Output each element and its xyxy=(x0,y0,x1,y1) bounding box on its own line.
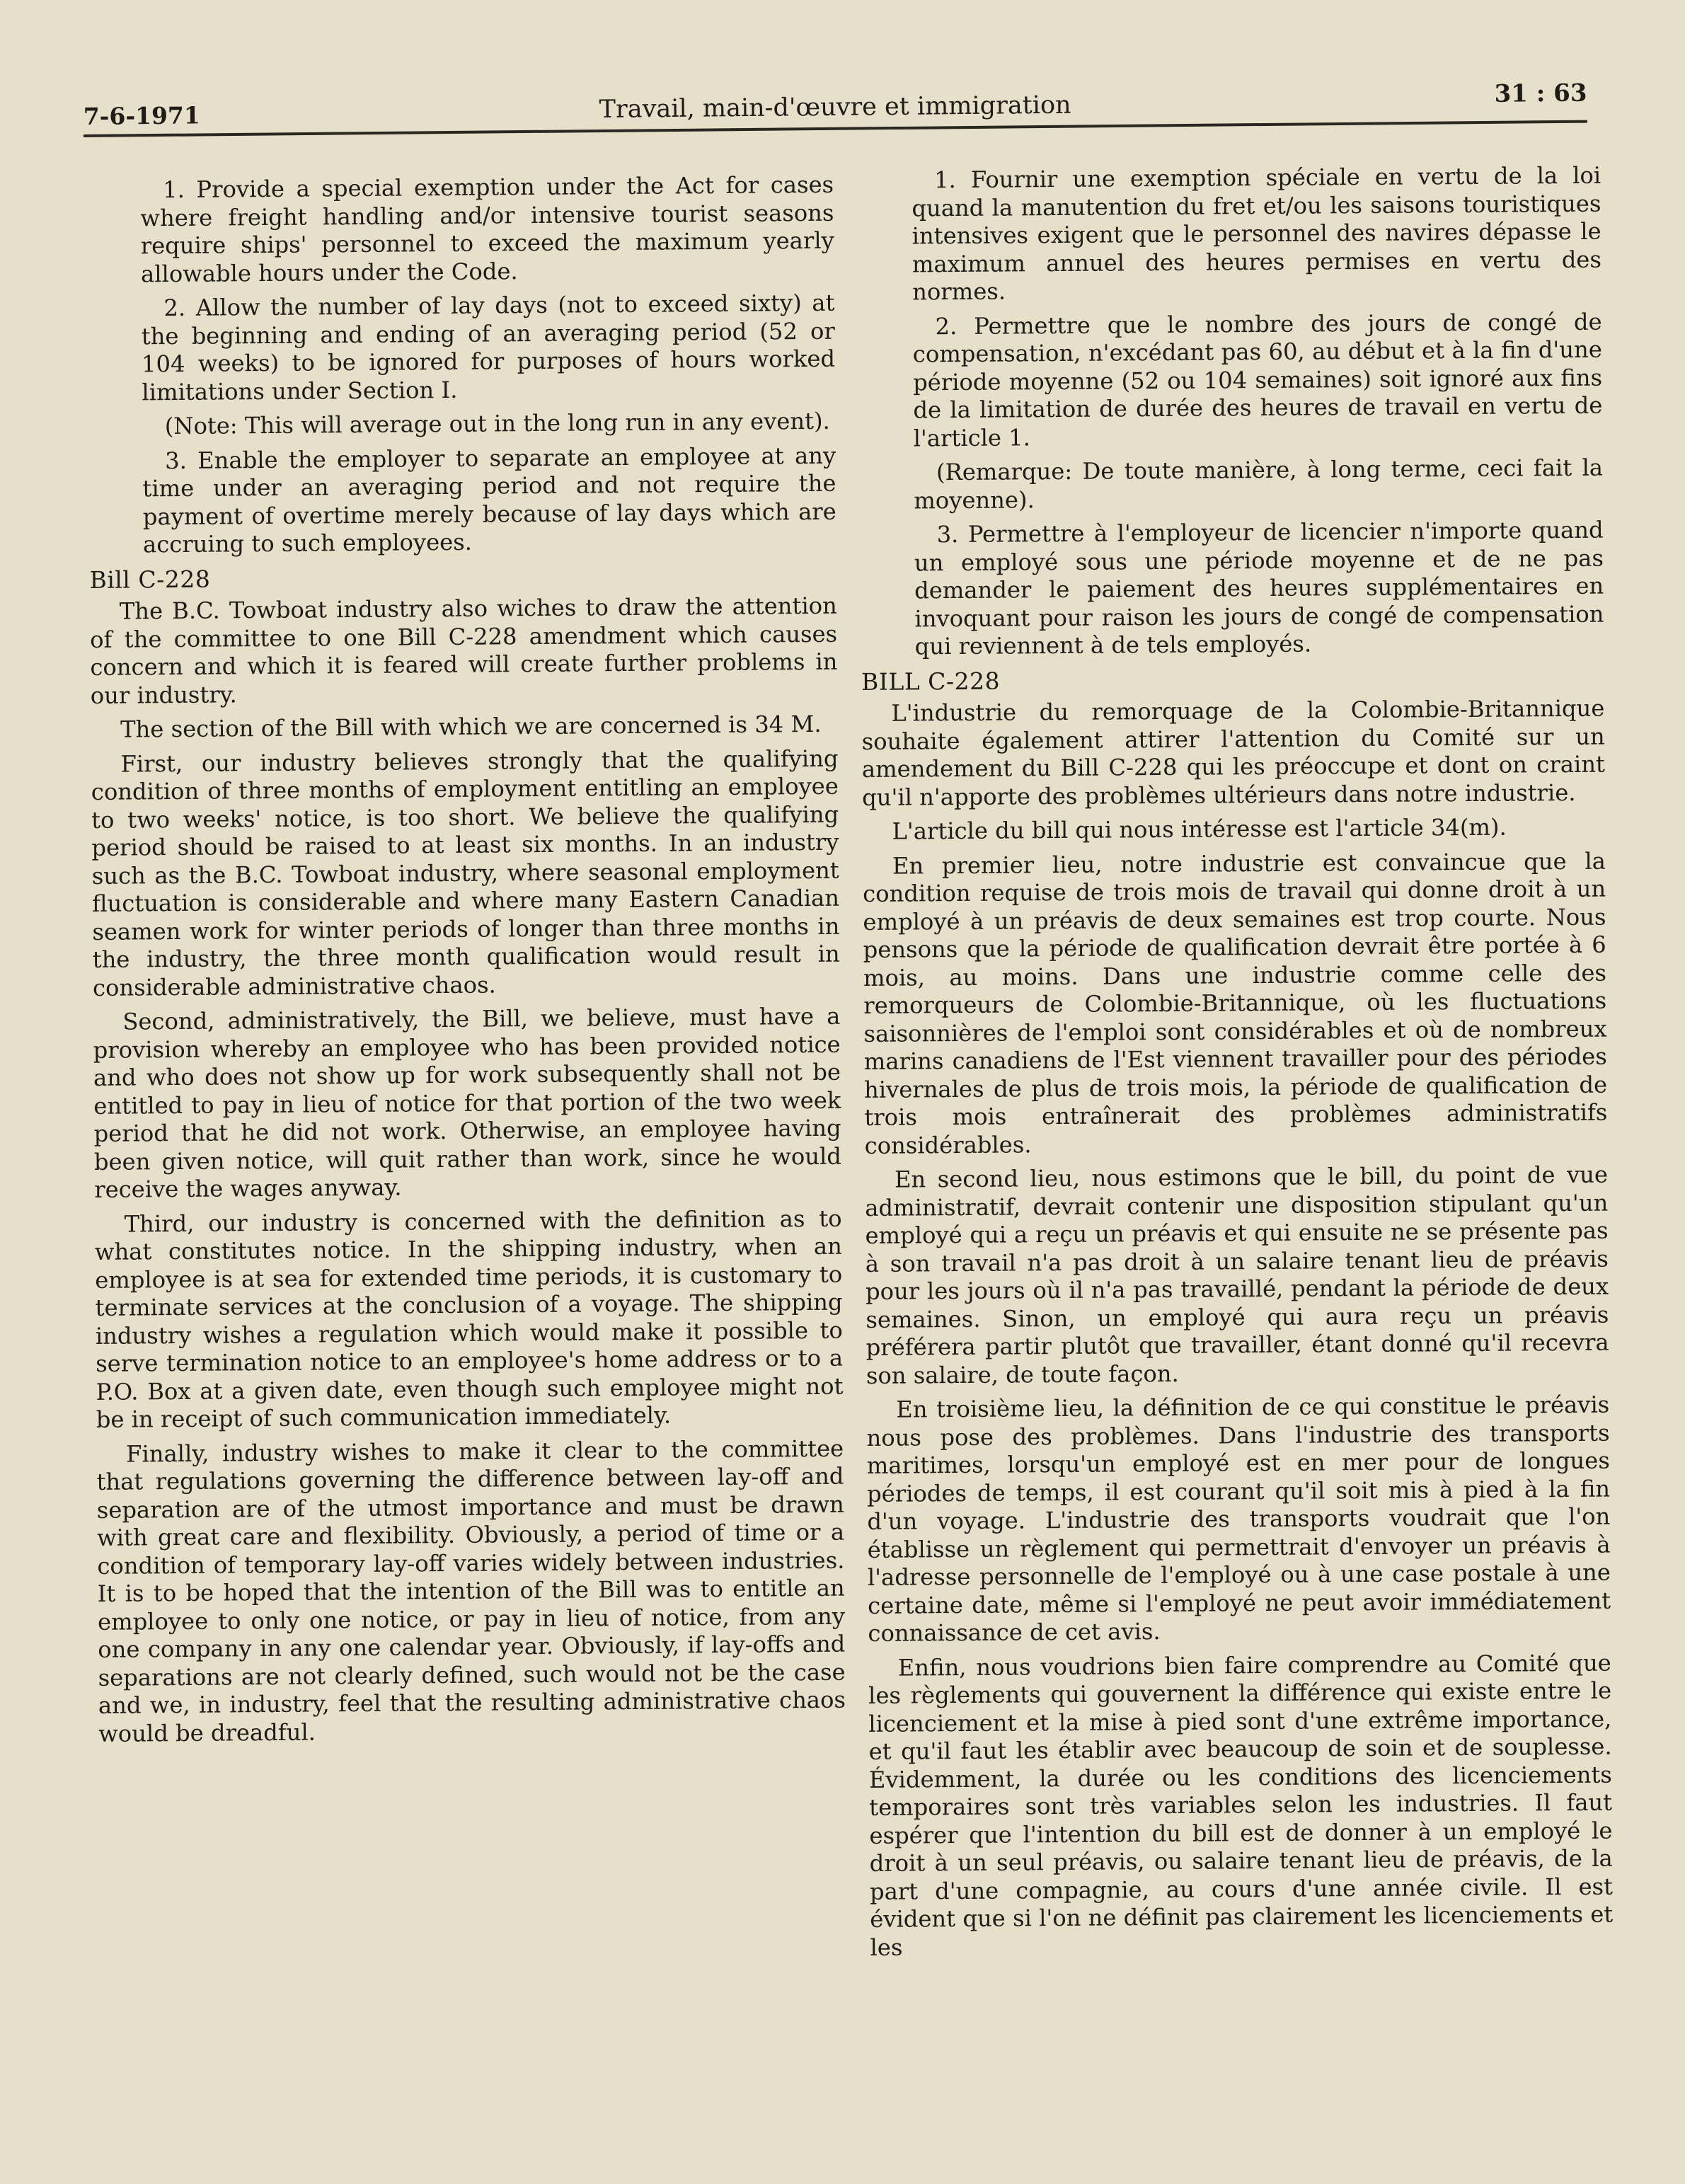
paragraph: En premier lieu, notre industrie est convaincue que la condition requise de trois mois de travail qui donne droit à un employé à un préavis de deux semaines est trop courte. Nous pensons que la période de qualification devrait être portée à 6 mois, au moins. Dans une industrie comme celle des remorqueurs de Colombie-Britannique, où les fluctuations saisonnières de l'emploi sont considérables et où de nombreux marins canadiens de l'Est viennent travailler pour des périodes hivernales de plus de trois mois, la période de qualification de trois mois entraînerait des problèmes administratifs considérables. xyxy=(863,847,1608,1159)
paragraph: L'industrie du remorquage de la Colombie-Britannique souhaite également attirer l'attention du Comité sur un amendement du Bill C-228 qui les préoccupe et dont on craint qu'il n'apporte des problèmes ultérieurs dans notre industrie. xyxy=(861,694,1606,811)
paragraph: Enfin, nous voudrions bien faire comprendre au Comité que les règlements qui gouvernent la différence qui existe entre le licenciement et la mise à pied sont d'une extrême importance, et qu'il faut les établir avec beaucoup de soin et de souplesse. Évidemment, la durée ou les conditions des licenciements temporaires sont très variables selon les industries. Il faut espérer que l'intention du bill est de donner à un employé le droit à un seul préavis, ou salaire tenant lieu de préavis, de la part d'une compagnie, au cours d'une année civile. Il est évident que si l'on ne définit pas clairement les licenciements et les xyxy=(868,1649,1614,1961)
french-column xyxy=(858,162,1614,1962)
paragraph: First, our industry believes strongly that the qualifying condition of three months of employment entitling an employee to two weeks' notice, is too short. We believe the qualifying period should be raised to at least six months. In an industry such as the B.C. Towboat industry, where seasonal employment fluctuation is considerable and where many Eastern Canadian seamen work for winter periods of longer than three months in the industry, the three month qualification would result in considerable administrative chaos. xyxy=(91,745,840,1001)
numbered-item: 3. Permettre à l'employeur de licencier n'importe quand un employé sous une période moyenne et de ne pas demander le paiement des heures supplémentaires en invoquant pour raison les jours de congé de compensation qui reviennent à de tels employés. xyxy=(914,516,1604,660)
header-title: Travail, main-d'œuvre et immigration xyxy=(599,91,1071,125)
paragraph: Finally, industry wishes to make it clear to the committee that regulations governing the difference between lay-off and separation are of the utmost importance and must be drawn with great care and flexibility. Obviously, a period of time or a condition of temporary lay-off varies widely between industries. It is to be hoped that the intention of the Bill was to entitle an employee to only one notice, or pay in lieu of notice, from any one company in any one calendar year. Obviously, if lay-offs and separations are not clearly defined, such would not be the case and we, in industry, feel that the resulting administrative chaos would be dreadful. xyxy=(96,1435,846,1747)
note-item: (Note: This will average out in the long run in any event). xyxy=(164,407,830,440)
english-column xyxy=(86,171,846,1748)
paragraph: L'article du bill qui nous intéresse est l'article 34(m). xyxy=(892,813,1507,845)
numbered-item: 2. Allow the number of lay days (not to exceed sixty) at the beginning and ending of an averaging period (52 or 104 weeks) to be ignored for purposes of hours worked limitations under Section I. xyxy=(141,289,836,406)
numbered-item: 3. Enable the employer to separate an employee at any time under an averaging period and not require the payment of overtime merely because of lay days which are accruing to such employees. xyxy=(142,442,836,558)
note-item: (Remarque: De toute manière, à long terme, ceci fait la moyenne). xyxy=(914,454,1604,514)
paragraph: The section of the Bill with which we are concerned is 34 M. xyxy=(120,710,822,743)
page-header xyxy=(83,71,1587,137)
header-date: 7-6-1971 xyxy=(83,101,201,131)
header-page-number: 31 : 63 xyxy=(1494,79,1587,108)
paragraph: The B.C. Towboat industry also wiches to draw the attention of the committee to one Bill C-228 amendment which causes concern and which it is feared will create further problems in our industry. xyxy=(89,592,838,709)
section-heading: BILL C-228 xyxy=(861,667,1001,696)
paragraph: En troisième lieu, la définition de ce qui constitue le préavis nous pose des problèmes. Dans l'industrie des transports maritimes, lorsqu'un employé est en mer pour de longues périodes de temps, il est courant qu'il soit mis à pied à la fin d'un voyage. L'industrie des transports voudrait que l'on établisse un règlement qui permettrait d'envoyer un préavis à l'adresse personnelle de l'employé ou à une case postale à une certaine date, même si l'employé ne peut avoir immédiatement connaissance de cet avis. xyxy=(866,1391,1611,1647)
paragraph: En second lieu, nous estimons que le bill, du point de vue administratif, devrait contenir une disposition stipulant qu'un employé qui a reçu un préavis et qui ensuite ne se présente pas à son travail n'a pas droit à un salaire tenant lieu de préavis pour les jours où il n'a pas travaillé, pendant la période de deux semaines. Sinon, un employé qui aura reçu un préavis préférera partir plutôt que travailler, étant donné qu'il recevra son salaire, de toute façon. xyxy=(865,1161,1609,1389)
section-heading: Bill C-228 xyxy=(89,565,211,594)
paragraph: Third, our industry is concerned with the definition as to what constitutes notice. In the shipping industry, when an employee is at sea for extended time periods, it is customary to terminate services at the conclusion of a voyage. The shipping industry wishes a regulation which would make it possible to serve termination notice to an employee's home address or to a P.O. Box at a given date, even though such employee might not be in receipt of such communication immediately. xyxy=(94,1205,844,1433)
numbered-item: 1. Provide a special exemption under the Act for cases where freight handling and/or intensive tourist seasons require ships' personnel to exceed the maximum yearly allowable hours under the Code. xyxy=(140,171,834,287)
paragraph: Second, administratively, the Bill, we believe, must have a provision whereby an employee who has been provided notice and who does not show up for work subsequently shall not be entitled to pay in lieu of notice for that portion of the two week period that he did not work. Otherwise, an employee having been given notice, will quit rather than work, since he would receive the wages anyway. xyxy=(93,1002,842,1203)
numbered-item: 2. Permettre que le nombre des jours de congé de compensation, n'excédant pas 60, au début et à la fin d'une période moyenne (52 ou 104 semaines) soit ignoré aux fins de la limitation de durée des heures de travail en vertu de l'article 1. xyxy=(912,308,1603,452)
numbered-item: 1. Fournir une exemption spéciale en vertu de la loi quand la manutention du fret et/ou les saisons touristiques intensives exigent que le personnel des navires dépasse le maximum annuel des heures permises en vertu des normes. xyxy=(911,161,1602,306)
